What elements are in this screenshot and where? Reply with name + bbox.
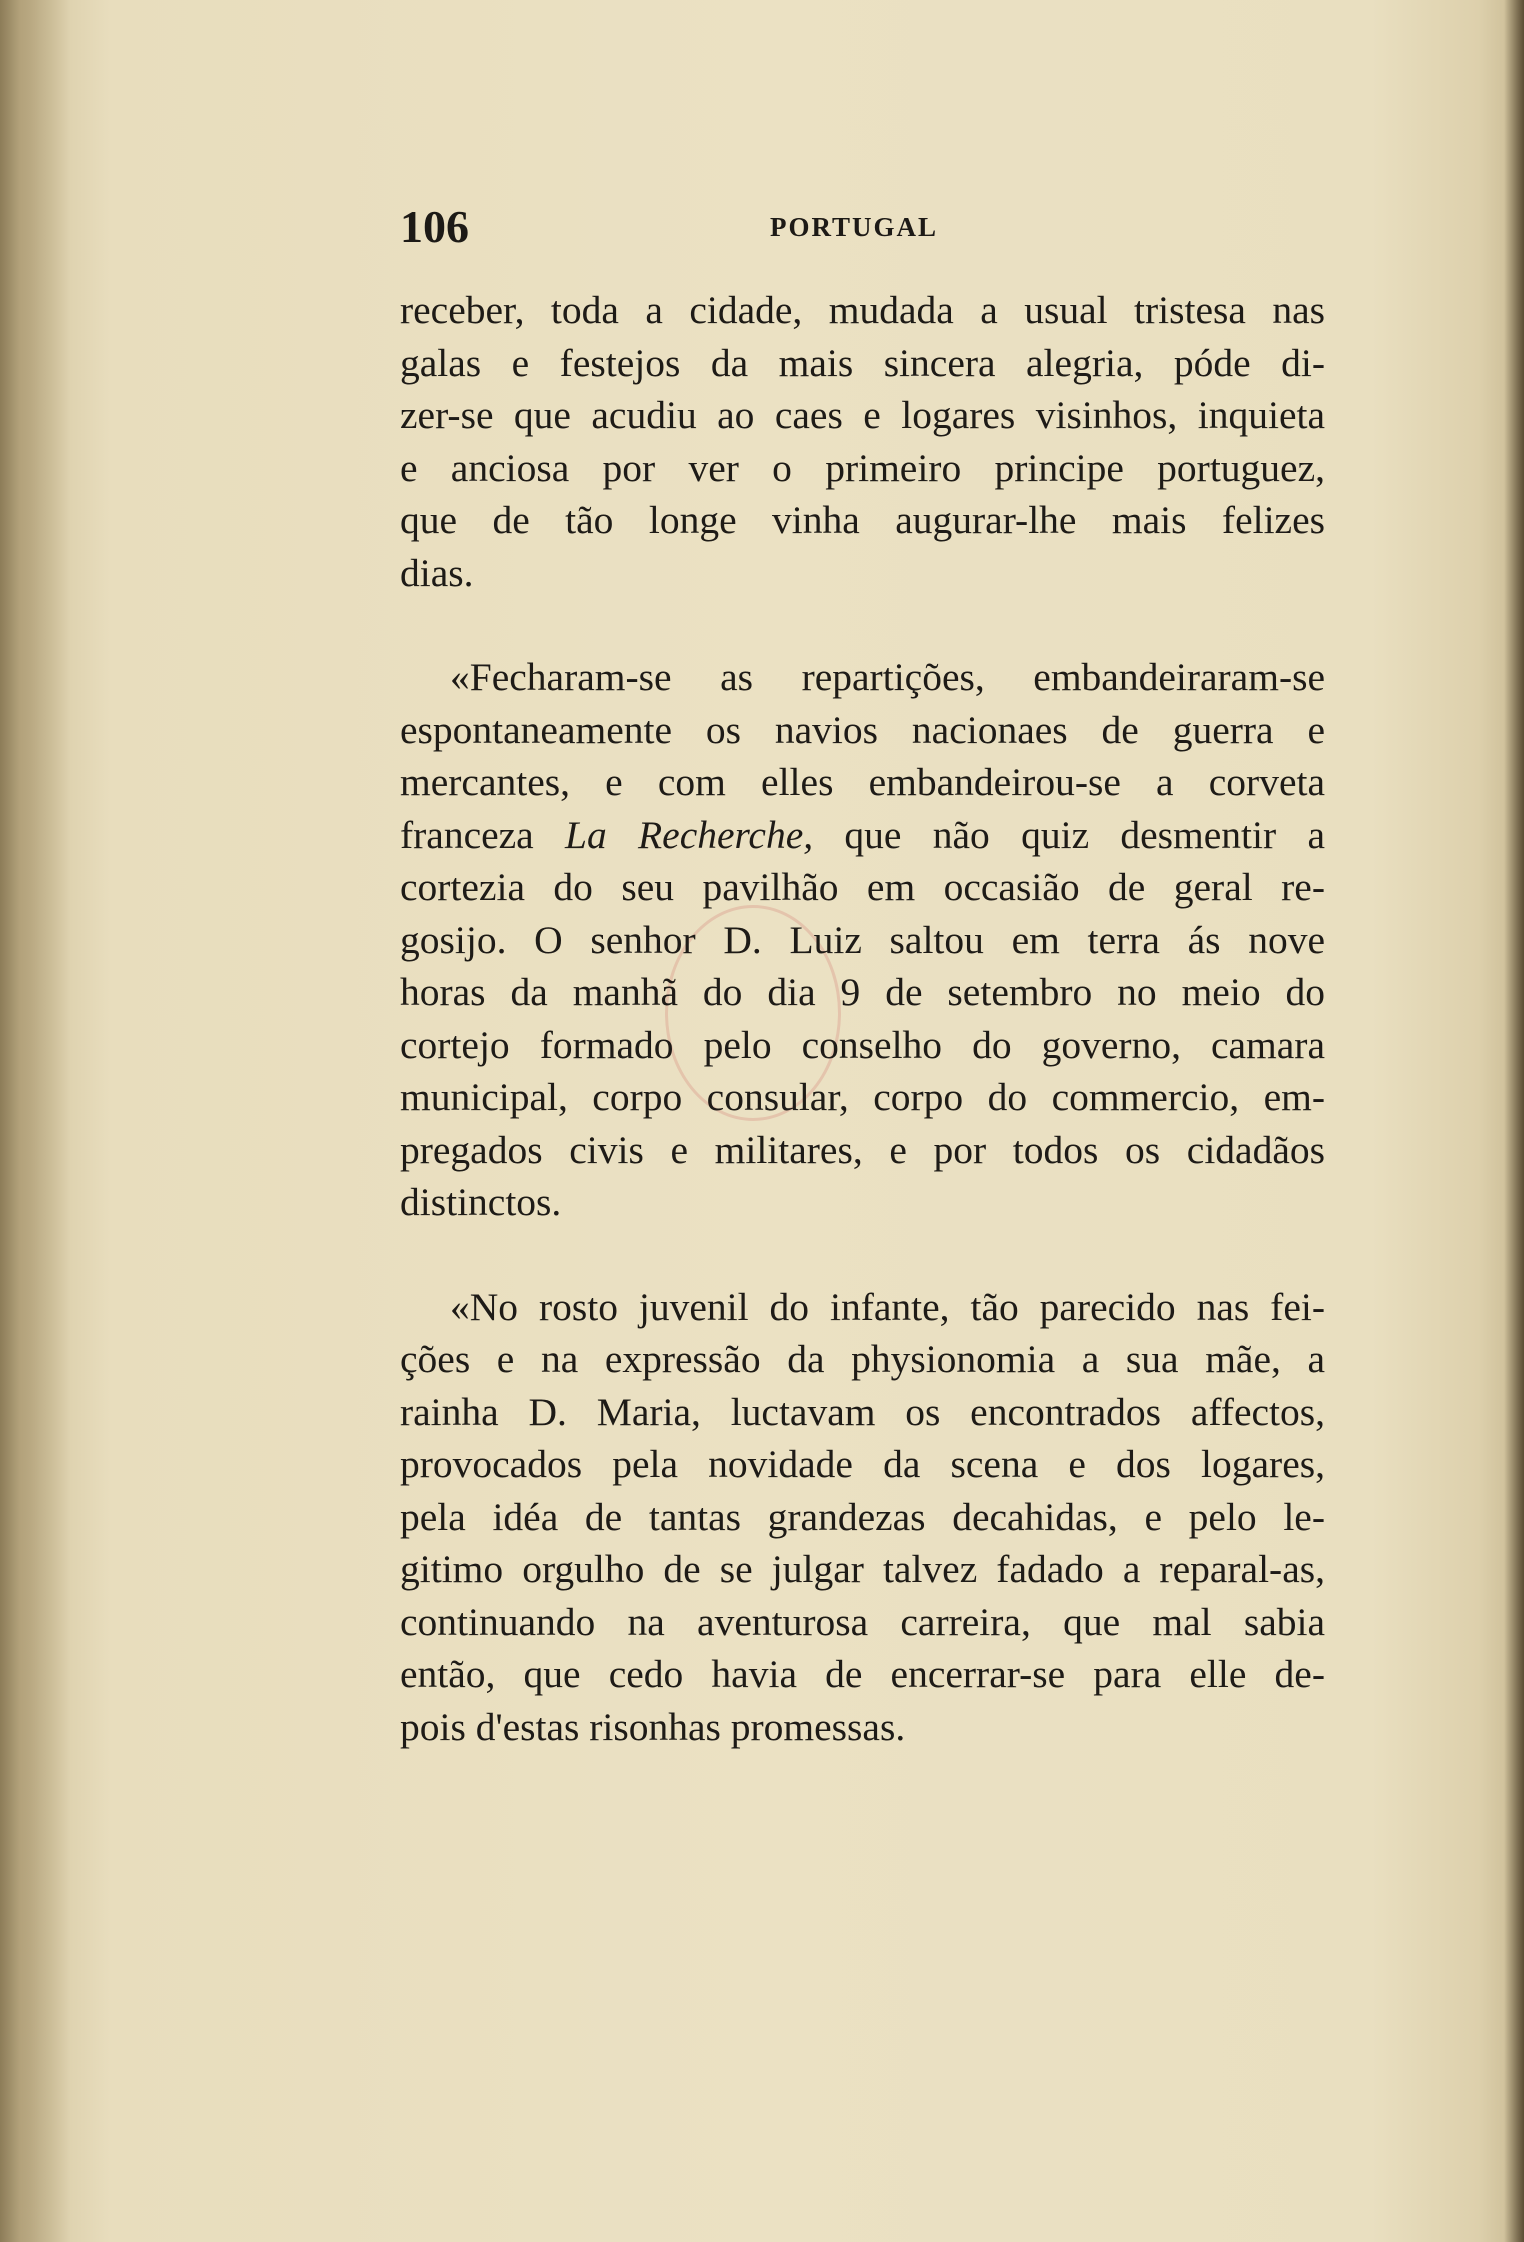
paragraph-2 [400,651,1325,1229]
text-line: pregados civis e militares, e por todos os cidadãos [400,1127,1325,1172]
paragraph-3 [400,1281,1325,1754]
text-line: continuando na aventurosa carreira, que mal sabia [400,1599,1325,1644]
text-line: zer-se que acudiu ao caes e logares visinhos, inquieta [400,393,1325,437]
text-line: então, que cedo havia de encerrar-se para elle de- [400,1652,1325,1696]
text-segment: que não quiz desmentir a [813,812,1325,857]
paragraph-gap [400,599,1325,651]
page-header [400,200,1330,260]
text-line: cortejo formado pelo conselho do governo, camara [400,1022,1325,1067]
text-line: provocados pela novidade da scena e dos logares, [400,1442,1325,1486]
paragraph-gap [400,1229,1325,1281]
text-line: gitimo orgulho de se julgar talvez fadado a reparal-as, [400,1547,1325,1591]
text-line: dias. [400,550,474,595]
text-line: gosijo. O senhor D. Luiz saltou em terra ás nove [400,917,1325,962]
text-segment: franceza [400,812,566,857]
text-line: cortezia do seu pavilhão em occasião de geral re- [400,865,1325,909]
text-line: ções e na expressão da physionomia a sua mãe, a [400,1337,1325,1381]
text-line: pois d'estas risonhas promessas. [400,1704,906,1749]
text-line: que de tão longe vinha augurar-lhe mais felizes [400,498,1325,542]
text-line: horas da manhã do dia 9 de setembro no meio do [400,970,1325,1014]
text-line: espontaneamente os navios nacionaes de guerra e [400,707,1325,752]
text-line: receber, toda a cidade, mudada a usual tristesa nas [400,288,1325,332]
paragraph-1 [400,284,1325,599]
text-line: «Fecharam-se as repartições, embandeiraram-se [450,655,1325,699]
text-line: rainha D. Maria, luctavam os encontrados affectos, [400,1389,1325,1434]
page-number: 106 [400,201,469,252]
text-line: e anciosa por ver o primeiro principe portuguez, [400,445,1325,490]
text-line: «No rosto juvenil do infante, tão parecido nas fei- [450,1284,1325,1329]
text-line: pela idéa de tantas grandezas decahidas, e pelo le- [400,1494,1325,1539]
text-line-with-italic [400,809,1325,862]
text-line: distinctos. [400,1180,562,1224]
text-line: municipal, corpo consular, corpo do commercio, em- [400,1075,1325,1119]
body-text [400,284,1325,1753]
italic-ship-name: La Recherche, [565,812,814,857]
text-line: galas e festejos da mais sincera alegria, póde di- [400,340,1325,385]
running-head: PORTUGAL [770,212,939,242]
text-line: mercantes, e com elles embandeirou-se a corveta [400,760,1325,804]
